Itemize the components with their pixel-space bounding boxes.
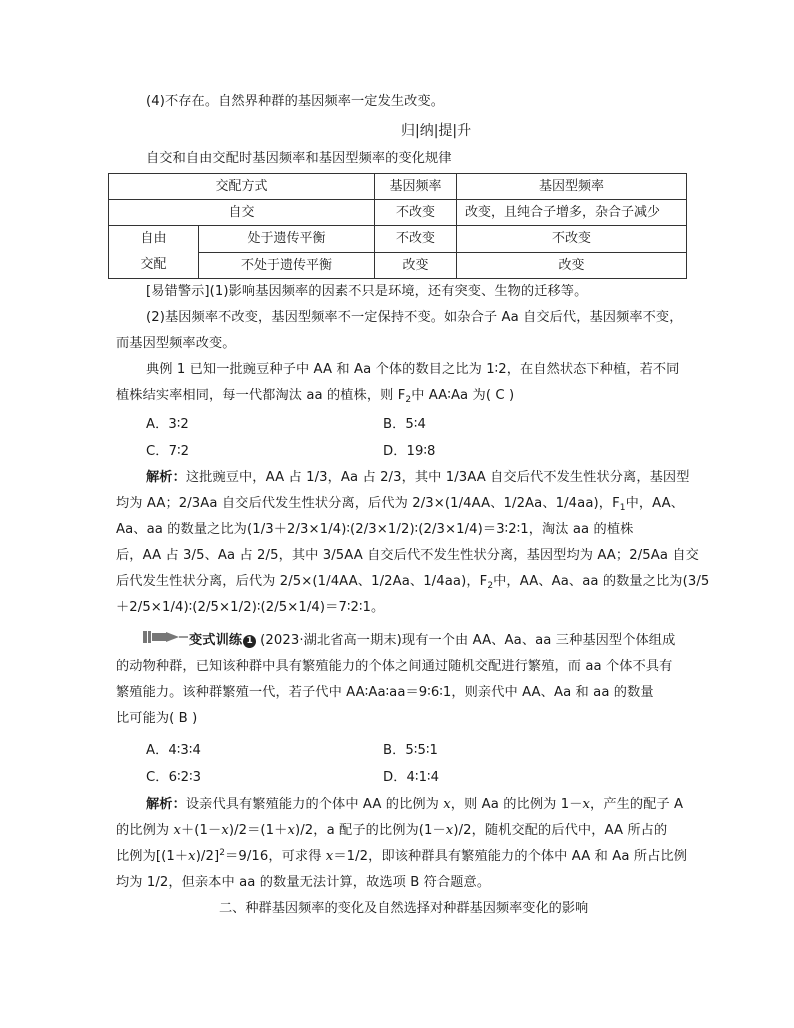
solution-line: 后，AA 占 3/5、Aa 占 2/5，其中 3/5AA 自交后代不发生性状分离，基因型均为 AA；2/5Aa 自交 [116,548,699,563]
solution-label: 解析： [146,470,186,485]
solution-line: 解析：设亲代具有繁殖能力的个体中 AA 的比例为 x，则 Aa 的比例为 1－x，产生的配子 A [146,797,684,812]
table-cell: 改变 [375,252,457,279]
table-header-cell: 基因频率 [375,174,457,200]
table-cell: 改变 [457,252,687,279]
variant-question-line: 比可能为( B ) [116,711,198,726]
variant-badge: 1 [243,635,256,648]
option-c: C．7∶2 [146,444,190,459]
option-a: A．3∶2 [146,417,189,432]
section-title: 二、种群基因频率的变化及自然选择对种群基因频率变化的影响 [219,901,589,916]
table-row [109,200,687,226]
variant-label: 变式训练 [189,633,243,648]
example-question-line: 典例 1 已知一批豌豆种子中 AA 和 Aa 个体的数目之比为 1∶2，在自然状态下种植，若不同 [146,362,680,377]
table-row [109,226,687,253]
table-cell [109,226,199,279]
variant-question-line: 的动物种群，已知该种群中具有繁殖能力的个体之间通过随机交配进行繁殖，而 aa 个体不具有 [116,659,673,674]
table-cell: 自交 [109,200,375,226]
table-cell: 改变，且纯合子增多，杂合子减少 [457,200,687,226]
table-cell: 不改变 [375,200,457,226]
solution-line: Aa、aa 的数量之比为(1/3＋2/3×1/4)∶(2/3×1/2)∶(2/3×1/4)＝3∶2∶1，淘汰 aa 的植株 [116,522,634,537]
solution-line: 均为 1/2，但亲本中 aa 的数量无法计算，故选项 B 符合题意。 [116,875,491,890]
free-label-line: 自由 [140,231,167,246]
frequency-table [108,173,687,279]
solution-line: 比例为$[(1+x)/2]^2=9/16$，可求得 x＝1/2，即该种群具有繁殖能力的个体中 AA 和 Aa 所占比例 [116,848,687,864]
option-c: C．6∶2∶3 [146,770,202,785]
table-cell: 不改变 [457,226,687,253]
table-cell: 处于遗传平衡 [199,226,375,253]
table-cell: 不改变 [375,226,457,253]
warning-line: 而基因型频率改变。 [116,336,236,351]
warning-line: (2)基因频率不改变，基因型频率不一定保持不变。如杂合子 Aa 自交后代，基因频率不变， [146,310,683,325]
table-header-cell: 交配方式 [109,174,375,200]
table-cell: 不处于遗传平衡 [199,252,375,279]
solution-line: 后代发生性状分离，后代为 2/5×(1/4AA、1/2Aa、1/4aa)，$F_2$中，AA、Aa、aa 的数量之比为(3/5 [116,574,710,591]
option-b: B．5∶5∶1 [383,743,438,758]
solution-label: 解析： [146,797,186,812]
option-a: A．4∶3∶4 [146,743,201,758]
solution-line: 均为 AA；2/3Aa 自交后代发生性状分离，后代为 2/3×(1/4AA、1/2Aa、1/4aa)，$F_1$中，AA、 [116,496,685,513]
option-d: D．4∶1∶4 [383,770,440,785]
pen-icon [143,627,189,647]
option-b: B．5∶4 [383,417,426,432]
free-label-line: 交配 [140,257,167,272]
variant-question-line: 变式训练 1 (2023·湖北省高一期末)现有一个由 AA、Aa、aa 三种基因型个体组成 [189,633,676,648]
table-header-cell: 基因型频率 [457,174,687,200]
section-heading: 归|纳|提|升 [401,123,472,139]
option-d: D．19∶8 [383,444,436,459]
text-line: (4)不存在。自然界种群的基因频率一定发生改变。 [146,94,445,109]
solution-line: ＋2/5×1/4)∶(2/5×1/2)∶(2/5×1/4)＝7∶2∶1。 [116,600,385,615]
example-question-line: 植株结实率相同，每一代都淘汰 aa 的植株，则 $F_2$中 AA∶Aa 为( C ) [116,388,515,405]
solution-line: 的比例为 x＋(1－x)/2＝(1＋x)/2，a 配子的比例为(1－x)/2，随机交配的后代中，AA 所占的 [116,823,668,838]
variant-question-line: 繁殖能力。该种群繁殖一代，若子代中 AA∶Aa∶aa＝9∶6∶1，则亲代中 AA、Aa 和 aa 的数量 [116,685,654,700]
table-title: 自交和自由交配时基因频率和基因型频率的变化规律 [146,151,452,166]
warning-line: [易错警示](1)影响基因频率的因素不只是环境，还有突变、生物的迁移等。 [146,284,588,299]
table-row [109,174,687,200]
solution-line: 解析：这批豌豆中，AA 占 1/3，Aa 占 2/3，其中 1/3AA 自交后代不发生性状分离，基因型 [146,470,690,485]
